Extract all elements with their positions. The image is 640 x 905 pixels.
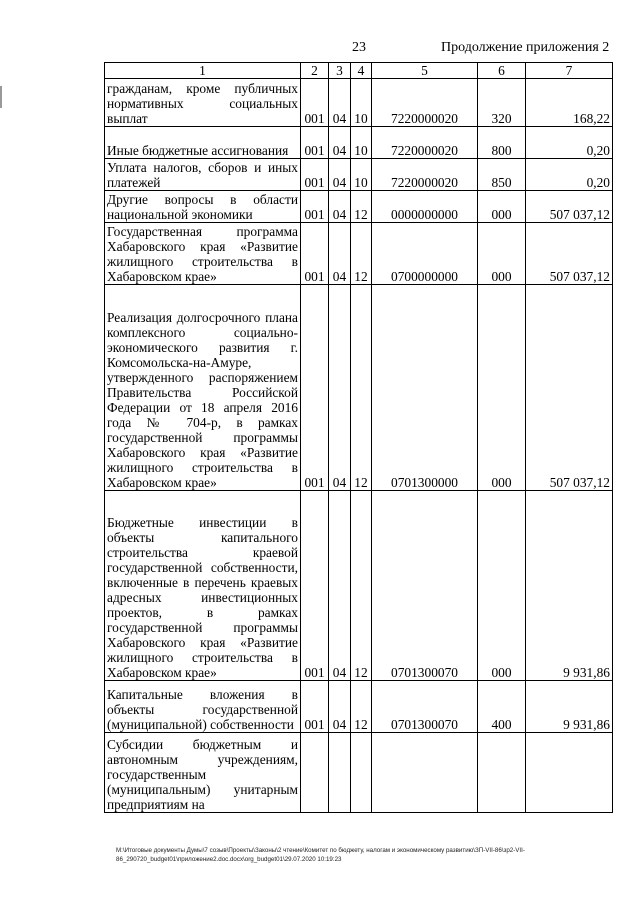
- table-row: [105, 159, 613, 191]
- subsection-cell: 10: [351, 127, 372, 159]
- ved-cell: 001: [301, 127, 329, 159]
- section-cell: 04: [329, 285, 351, 491]
- ved-cell: 001: [301, 159, 329, 191]
- target-article-cell: 0701300070: [372, 491, 478, 681]
- expense-type-cell: 320: [478, 79, 526, 127]
- table-row: [105, 491, 613, 681]
- table-row: [105, 681, 613, 733]
- amount-cell: 9 931,86: [526, 681, 613, 733]
- column-header: 2: [301, 63, 329, 79]
- amount-cell: 507 037,12: [526, 285, 613, 491]
- row-name-cell: Реализация долгосрочного плана комплексного социально-экономического развития г. Комсомольска-на-Амуре, утвержденного распоряжением Правительства Российской Федерации от 18 апреля 2016 года № 704-р, в рамках государственной программы Хабаровского края «Развитие жилищного строительства в Хабаровском крае»: [105, 285, 301, 491]
- expense-type-cell: 400: [478, 681, 526, 733]
- target-article-cell: 7220000020: [372, 127, 478, 159]
- section-cell: [329, 733, 351, 813]
- row-name-cell: Иные бюджетные ассигнования: [105, 127, 301, 159]
- row-name-cell: Бюджетные инвестиции в объекты капитального строительства краевой государственной собственности, включенные в перечень краевых адресных инвестиционных проектов, в рамках государственной программы Хабаровского края «Развитие жилищного строительства в Хабаровском крае»: [105, 491, 301, 681]
- section-cell: 04: [329, 681, 351, 733]
- table-row: [105, 223, 613, 285]
- amount-cell: [526, 733, 613, 813]
- target-article-cell: 0701300000: [372, 285, 478, 491]
- subsection-cell: 10: [351, 79, 372, 127]
- section-cell: 04: [329, 491, 351, 681]
- ved-cell: 001: [301, 285, 329, 491]
- budget-table: [104, 62, 613, 813]
- table-row: [105, 285, 613, 491]
- subsection-cell: 12: [351, 285, 372, 491]
- row-name-cell: гражданам, кроме публичных нормативных социальных выплат: [105, 79, 301, 127]
- table-row: [105, 191, 613, 223]
- subsection-cell: 12: [351, 191, 372, 223]
- column-header: 6: [478, 63, 526, 79]
- row-name-cell: Другие вопросы в области национальной экономики: [105, 191, 301, 223]
- column-header: 3: [329, 63, 351, 79]
- ved-cell: 001: [301, 681, 329, 733]
- expense-type-cell: 850: [478, 159, 526, 191]
- amount-cell: 507 037,12: [526, 223, 613, 285]
- amount-cell: 9 931,86: [526, 491, 613, 681]
- column-header: 7: [526, 63, 613, 79]
- continuation-title: Продолжение приложения 2: [441, 40, 610, 55]
- row-name-cell: Государственная программа Хабаровского края «Развитие жилищного строительства в Хабаровском крае»: [105, 223, 301, 285]
- ved-cell: 001: [301, 491, 329, 681]
- table-row: [105, 79, 613, 127]
- expense-type-cell: [478, 733, 526, 813]
- column-header: 5: [372, 63, 478, 79]
- section-cell: 04: [329, 79, 351, 127]
- expense-type-cell: 800: [478, 127, 526, 159]
- target-article-cell: 0700000000: [372, 223, 478, 285]
- table-body: [105, 63, 613, 813]
- subsection-cell: 12: [351, 491, 372, 681]
- subsection-cell: [351, 733, 372, 813]
- row-name-cell: Субсидии бюджетным и автономным учреждениям, государственным (муниципальным) унитарным предприятиям на: [105, 733, 301, 813]
- expense-type-cell: 000: [478, 191, 526, 223]
- page-number: 23: [352, 40, 366, 55]
- subsection-cell: 12: [351, 681, 372, 733]
- amount-cell: 507 037,12: [526, 191, 613, 223]
- section-cell: 04: [329, 159, 351, 191]
- section-cell: 04: [329, 223, 351, 285]
- margin-mark: [0, 86, 2, 108]
- row-name-cell: Капитальные вложения в объекты государственной (муниципальной) собственности: [105, 681, 301, 733]
- table-row: [105, 127, 613, 159]
- target-article-cell: 0701300070: [372, 681, 478, 733]
- expense-type-cell: 000: [478, 223, 526, 285]
- subsection-cell: 12: [351, 223, 372, 285]
- header-row: [105, 63, 613, 79]
- expense-type-cell: 000: [478, 285, 526, 491]
- target-article-cell: 0000000000: [372, 191, 478, 223]
- row-name-cell: Уплата налогов, сборов и иных платежей: [105, 159, 301, 191]
- section-cell: 04: [329, 191, 351, 223]
- ved-cell: 001: [301, 79, 329, 127]
- section-cell: 04: [329, 127, 351, 159]
- amount-cell: 168,22: [526, 79, 613, 127]
- ved-cell: 001: [301, 223, 329, 285]
- ved-cell: 001: [301, 191, 329, 223]
- document-path-footer: М:\Итоговые документы Думы\7 созыв\Проекты\Законы\2 чтение\Комитет по бюджету, налогам и экономическому развитию\ЗП-VII-86\зр2-VII-86_290720_budget01\приложение2.doc.docx\org_budget01\29.07.2020 10:19:23: [116, 847, 525, 863]
- target-article-cell: 7220000020: [372, 159, 478, 191]
- target-article-cell: 7220000020: [372, 79, 478, 127]
- table-row: [105, 733, 613, 813]
- column-header: 4: [351, 63, 372, 79]
- column-header: 1: [105, 63, 301, 79]
- ved-cell: [301, 733, 329, 813]
- subsection-cell: 10: [351, 159, 372, 191]
- amount-cell: 0,20: [526, 159, 613, 191]
- amount-cell: 0,20: [526, 127, 613, 159]
- target-article-cell: [372, 733, 478, 813]
- expense-type-cell: 000: [478, 491, 526, 681]
